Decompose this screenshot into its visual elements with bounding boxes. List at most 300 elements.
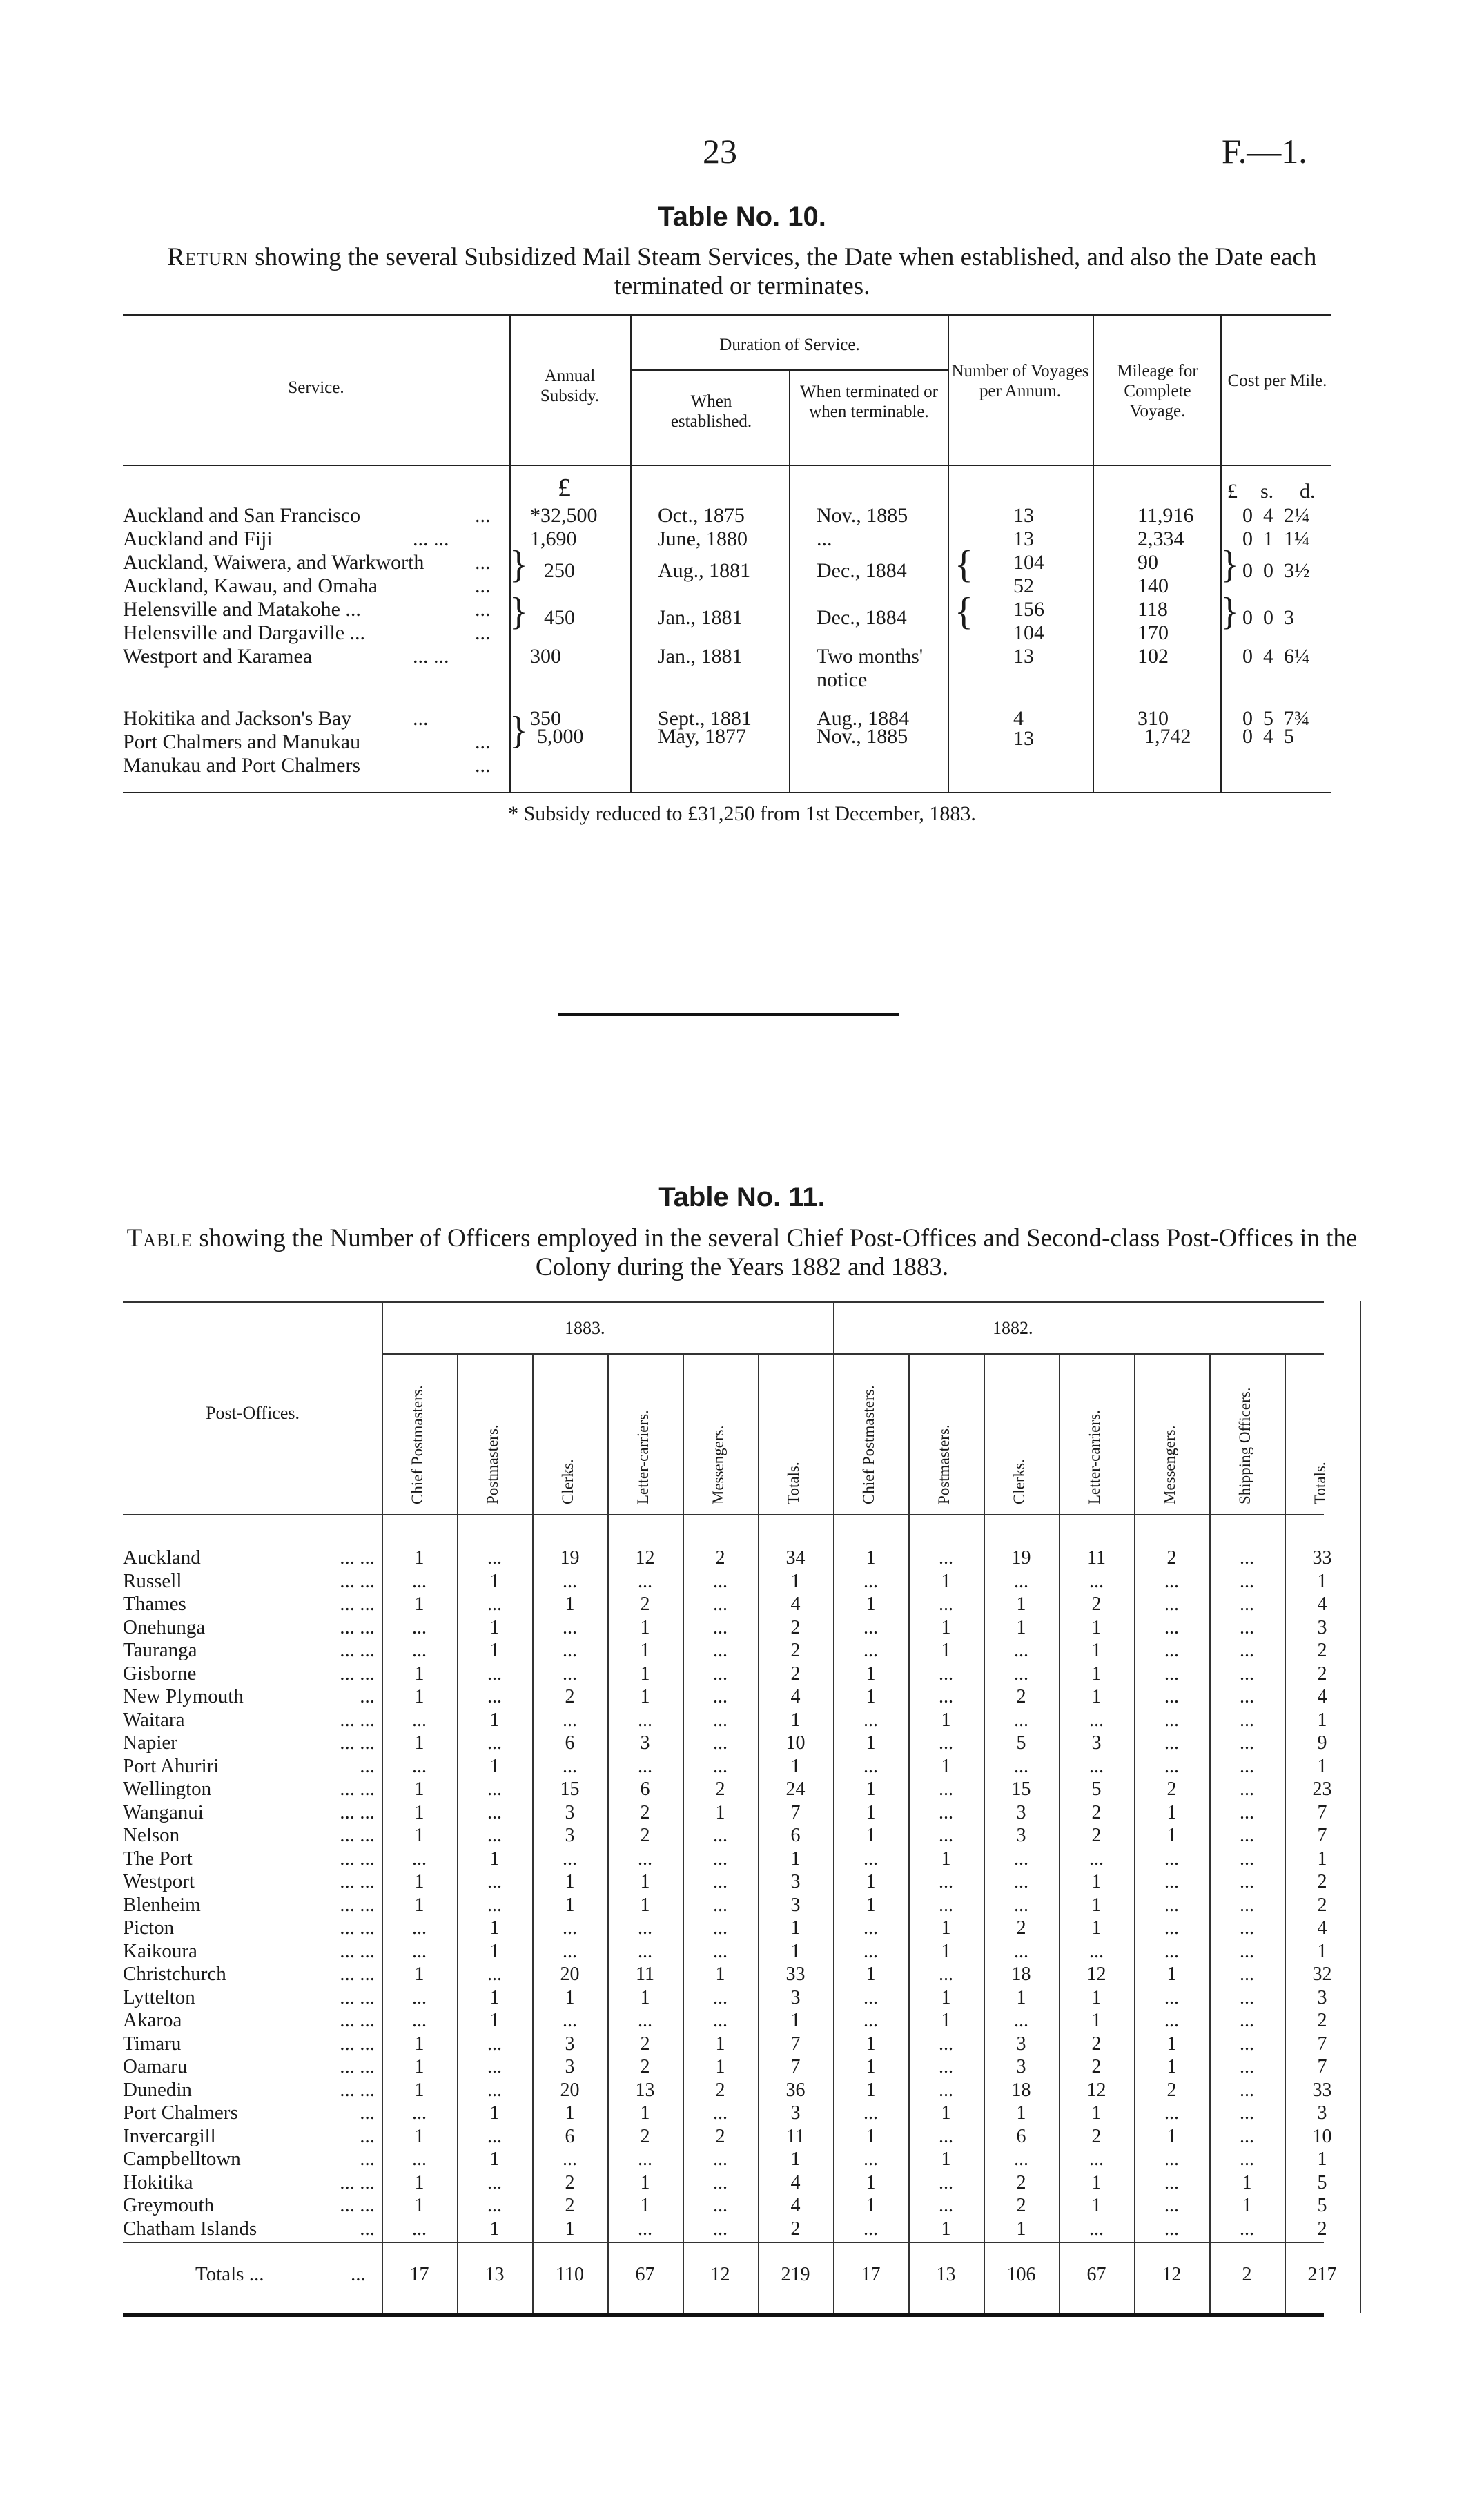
count-1882: 1: [1091, 2010, 1102, 2031]
count-1883: 1: [640, 1663, 650, 1685]
count-1882: 1: [1317, 1570, 1327, 1592]
count-1883: 1: [715, 2056, 725, 2077]
count-1882: ...: [1240, 1686, 1254, 1707]
count-1882: 3: [1016, 1801, 1026, 1823]
count-1883: ...: [487, 2056, 502, 2077]
count-1883: ...: [487, 1593, 502, 1615]
count-1882: ...: [939, 1778, 953, 1800]
count-1883: 1: [565, 2218, 575, 2240]
count-1882: ...: [1240, 1755, 1254, 1777]
count-1883: 1: [640, 1640, 650, 1661]
count-1883: 1: [790, 1940, 801, 1962]
count-1883: 1: [640, 1894, 650, 1916]
count-1883: ...: [563, 2010, 577, 2031]
leader-dots: ...: [360, 2124, 375, 2147]
count-1883: 2: [640, 1825, 650, 1846]
count-1882: 1: [941, 2010, 951, 2031]
post-office-name: Christchurch: [123, 1963, 226, 1985]
mileage: 310: [1138, 707, 1169, 730]
count-1883: 1: [790, 1848, 801, 1870]
count-1883: ...: [412, 1986, 427, 2008]
leader-dots: ... ...: [340, 1917, 375, 1939]
count-1883: ...: [412, 1570, 427, 1592]
column-header: Shipping Officers.: [1236, 1387, 1253, 1504]
count-1882: 19: [1011, 1547, 1031, 1569]
voyages-per-annum: 104: [1013, 621, 1044, 644]
count-1882: 1: [1166, 2033, 1177, 2055]
leader-dots: ... ...: [340, 2078, 375, 2101]
count-1882: 1: [866, 2033, 876, 2055]
count-1882: 4: [1317, 1593, 1327, 1615]
count-1883: ...: [487, 1732, 502, 1754]
leader-dots: ... ...: [340, 2055, 375, 2077]
table-11-desc-rest: showing the Number of Officers employed in the several Chief Post-Offices and Second-class Post-Offices in the Colony during the Years 1882 and 1883.: [193, 1224, 1358, 1281]
count-1883: 1: [489, 1848, 500, 1870]
count-1882: 2: [1166, 2079, 1177, 2101]
count-1882: 2: [1091, 2056, 1102, 2077]
count-1883: 1: [489, 2010, 500, 2031]
count-1882: ...: [863, 1709, 878, 1731]
count-1883: ...: [563, 1755, 577, 1777]
post-office-name: Napier: [123, 1732, 177, 1754]
count-1882: 2: [1317, 1894, 1327, 1916]
count-1882: ...: [939, 2079, 953, 2101]
count-1883: ...: [638, 1848, 652, 1870]
unit-shillings: s.: [1260, 480, 1274, 503]
count-1882: ...: [1240, 1732, 1254, 1754]
when-terminated: ...: [817, 527, 832, 550]
count-1882: ...: [1240, 1825, 1254, 1846]
post-office-name: Campbelltown: [123, 2148, 241, 2170]
count-1883: 1: [414, 1686, 424, 1707]
post-office-name: Port Chalmers: [123, 2102, 238, 2124]
count-1882: 1: [941, 1640, 951, 1661]
count-1882: ...: [1089, 1848, 1104, 1870]
count-1883: 1: [565, 1593, 575, 1615]
total-1883: 13: [485, 2264, 505, 2285]
count-1882: ...: [863, 1917, 878, 1939]
count-1882: ...: [863, 2010, 878, 2031]
count-1883: 20: [560, 2079, 580, 2101]
count-1883: 4: [790, 1593, 801, 1615]
subsidy-group-3: 5,000: [537, 725, 584, 748]
count-1883: 15: [560, 1778, 580, 1800]
brace-icon: }: [509, 590, 528, 633]
service-name: Manukau and Port Chalmers: [123, 754, 361, 777]
count-1882: ...: [1240, 2033, 1254, 2055]
count-1882: ...: [1240, 1801, 1254, 1823]
count-1883: 1: [489, 1940, 500, 1962]
count-1882: 2: [1091, 1825, 1102, 1846]
count-1882: ...: [1240, 1709, 1254, 1731]
table-11-description: [117, 1224, 1367, 1282]
count-1883: ...: [412, 1640, 427, 1661]
count-1882: 1: [1091, 1986, 1102, 2008]
count-1883: 3: [565, 1825, 575, 1846]
count-1882: 1: [866, 1732, 876, 1754]
count-1883: 34: [785, 1547, 806, 1569]
count-1882: ...: [1014, 1570, 1028, 1592]
when-established: Jan., 1881: [658, 645, 743, 668]
count-1883: ...: [487, 1801, 502, 1823]
count-1882: 3: [1016, 2033, 1026, 2055]
count-1883: 1: [414, 1964, 424, 1985]
brace-icon: }: [1220, 543, 1239, 586]
service-name: Auckland and Fiji: [123, 527, 273, 550]
post-office-name: Tauranga: [123, 1639, 197, 1661]
total-1883: 17: [409, 2264, 429, 2285]
count-1882: 1: [941, 2149, 951, 2170]
count-1882: 1: [941, 1709, 951, 1731]
count-1882: 15: [1011, 1778, 1031, 1800]
count-1882: ...: [863, 1848, 878, 1870]
count-1882: ...: [1240, 1894, 1254, 1916]
table-11: [123, 1301, 1337, 2323]
column-header: Chief Postmasters.: [860, 1385, 877, 1504]
count-1882: 1: [866, 2195, 876, 2216]
count-1882: ...: [1014, 1940, 1028, 1962]
count-1882: ...: [1164, 1686, 1179, 1707]
count-1882: ...: [1164, 1917, 1179, 1939]
count-1882: ...: [1164, 1709, 1179, 1731]
leader-dots: ... ...: [340, 2009, 375, 2031]
count-1883: 1: [640, 1616, 650, 1638]
brace-icon: }: [1220, 590, 1239, 633]
count-1882: ...: [1240, 2056, 1254, 2077]
count-1883: 1: [414, 2195, 424, 2216]
count-1882: ...: [1164, 2010, 1179, 2031]
count-1882: 2: [1091, 1593, 1102, 1615]
count-1882: 7: [1317, 1801, 1327, 1823]
count-1882: ...: [1014, 1894, 1028, 1916]
count-1882: ...: [939, 2033, 953, 2055]
count-1883: 6: [640, 1778, 650, 1800]
count-1882: 1: [1091, 2102, 1102, 2124]
count-1882: 2: [1166, 1778, 1177, 1800]
count-1883: 2: [565, 2171, 575, 2193]
count-1883: ...: [563, 1709, 577, 1731]
count-1882: 1: [1166, 1825, 1177, 1846]
count-1882: 1: [1016, 2218, 1026, 2240]
leader-dots: ... ...: [340, 1893, 375, 1916]
count-1883: ...: [713, 2171, 728, 2193]
total-1882: 17: [861, 2264, 881, 2285]
count-1882: 1: [941, 2102, 951, 2124]
post-office-name: Russell: [123, 1569, 182, 1592]
count-1883: 36: [785, 2079, 806, 2101]
count-1883: 1: [640, 2102, 650, 2124]
total-1883: 12: [710, 2264, 730, 2285]
count-1882: 1: [1242, 2195, 1252, 2216]
count-1882: 6: [1016, 2125, 1026, 2147]
count-1883: 1: [565, 1894, 575, 1916]
count-1882: 1: [1317, 1709, 1327, 1731]
cost-group-1: 0 0 3½: [1242, 559, 1310, 582]
count-1883: ...: [563, 1640, 577, 1661]
count-1882: ...: [1014, 1755, 1028, 1777]
count-1882: 7: [1317, 2033, 1327, 2055]
count-1882: ...: [863, 1986, 878, 2008]
count-1882: ...: [1240, 1593, 1254, 1615]
count-1883: ...: [713, 2195, 728, 2216]
count-1882: ...: [1240, 1964, 1254, 1985]
count-1883: 1: [640, 2195, 650, 2216]
terminated-group-3: Nov., 1885: [817, 725, 908, 748]
count-1882: ...: [1240, 1917, 1254, 1939]
count-1882: 1: [1091, 1871, 1102, 1892]
count-1882: ...: [1164, 1871, 1179, 1892]
count-1882: 7: [1317, 2056, 1327, 2077]
count-1882: ...: [1014, 2149, 1028, 2170]
count-1883: 1: [489, 1755, 500, 1777]
leader-dots: ... ...: [340, 1708, 375, 1731]
annual-subsidy: *32,500: [530, 504, 598, 527]
count-1883: ...: [563, 2149, 577, 2170]
column-header: Letter-carriers.: [634, 1410, 652, 1504]
count-1883: 2: [715, 1778, 725, 1800]
count-1882: ...: [1240, 2010, 1254, 2031]
count-1883: 2: [640, 1801, 650, 1823]
count-1883: 2: [790, 1616, 801, 1638]
count-1882: 9: [1317, 1732, 1327, 1754]
voyages-per-annum: 13: [1013, 645, 1034, 668]
count-1883: ...: [713, 1871, 728, 1892]
count-1882: ...: [1240, 1640, 1254, 1661]
count-1882: 2: [1091, 1801, 1102, 1823]
count-1882: 3: [1016, 2056, 1026, 2077]
post-office-name: Hokitika: [123, 2171, 193, 2193]
count-1883: ...: [487, 1825, 502, 1846]
total-1882: 12: [1162, 2264, 1182, 2285]
count-1883: 1: [790, 2149, 801, 2170]
count-1883: ...: [713, 1986, 728, 2008]
count-1883: ...: [563, 1848, 577, 1870]
count-1883: 1: [565, 1986, 575, 2008]
count-1883: ...: [713, 1732, 728, 1754]
brace-icon: {: [955, 543, 973, 586]
count-1883: ...: [713, 1663, 728, 1685]
leader-dots: ... ...: [340, 1593, 375, 1615]
count-1883: 1: [565, 1871, 575, 1892]
count-1883: 6: [565, 2125, 575, 2147]
post-office-name: Westport: [123, 1870, 195, 1892]
count-1882: 32: [1312, 1964, 1332, 1985]
count-1883: 3: [790, 1894, 801, 1916]
count-1883: ...: [713, 2102, 728, 2124]
count-1882: ...: [939, 2195, 953, 2216]
count-1883: ...: [638, 1917, 652, 1939]
count-1883: 4: [790, 2171, 801, 2193]
header-cost-per-mile: Cost per Mile.: [1227, 371, 1327, 390]
count-1882: ...: [939, 2125, 953, 2147]
count-1882: ...: [1014, 1848, 1028, 1870]
count-1882: ...: [939, 1825, 953, 1846]
when-terminated: Nov., 1885: [817, 504, 908, 527]
count-1882: 4: [1317, 1686, 1327, 1707]
leader-dots: ...: [360, 1685, 375, 1707]
count-1882: 23: [1312, 1778, 1332, 1800]
count-1882: ...: [1164, 2102, 1179, 2124]
service-name: Helensville and Matakohe ...: [123, 598, 361, 621]
cost-per-mile: 0 1 1¼: [1242, 527, 1310, 550]
count-1883: 4: [790, 2195, 801, 2216]
count-1883: ...: [713, 1755, 728, 1777]
leader-dots: ... ...: [340, 1732, 375, 1754]
count-1882: 33: [1312, 1547, 1332, 1569]
count-1882: ...: [1240, 1570, 1254, 1592]
count-1883: 2: [790, 2218, 801, 2240]
table-10-description: [117, 243, 1367, 301]
count-1882: 1: [1091, 1894, 1102, 1916]
count-1882: 2: [1091, 2125, 1102, 2147]
cost-per-mile: 0 4 2¼: [1242, 504, 1310, 527]
brace-icon: }: [509, 709, 528, 752]
leader-dots: ...: [360, 2217, 375, 2240]
count-1883: ...: [713, 1917, 728, 1939]
leader-dots: ... ...: [340, 2032, 375, 2055]
count-1883: ...: [487, 2195, 502, 2216]
count-1883: ...: [638, 1570, 652, 1592]
table-11-desc-lead: Table: [126, 1224, 193, 1252]
post-office-name: Wellington: [123, 1778, 212, 1800]
count-1882: ...: [1014, 1640, 1028, 1661]
count-1883: ...: [638, 2218, 652, 2240]
count-1883: ...: [638, 1755, 652, 1777]
count-1882: ...: [1014, 2010, 1028, 2031]
count-1882: ...: [1240, 2149, 1254, 2170]
count-1883: 1: [414, 2125, 424, 2147]
mileage-group-3: 1,742: [1144, 725, 1191, 748]
leader-dots: ... ...: [413, 527, 449, 550]
mileage: 140: [1138, 574, 1169, 597]
count-1882: 1: [1091, 2195, 1102, 2216]
count-1882: ...: [1240, 2079, 1254, 2101]
brace-icon: {: [955, 590, 973, 633]
count-1882: ...: [1164, 1616, 1179, 1638]
count-1882: 1: [866, 1686, 876, 1707]
count-1883: ...: [412, 1755, 427, 1777]
count-1882: ...: [863, 2149, 878, 2170]
service-name: Helensville and Dargaville ...: [123, 621, 366, 644]
count-1883: 7: [790, 2056, 801, 2077]
count-1882: 2: [1317, 2218, 1327, 2240]
mileage: 2,334: [1138, 527, 1184, 550]
table-10-title: Table No. 10.: [658, 202, 826, 232]
count-1882: 1: [866, 2125, 876, 2147]
count-1882: 1: [1091, 1640, 1102, 1661]
count-1882: 33: [1312, 2079, 1332, 2101]
table-10-desc-rest: showing the several Subsidized Mail Steam Services, the Date when established, and also the Date each terminated or terminates.: [248, 243, 1317, 300]
count-1882: 1: [1242, 2171, 1252, 2193]
leader-dots: ... ...: [340, 1616, 375, 1638]
count-1882: ...: [939, 1894, 953, 1916]
count-1883: 2: [565, 1686, 575, 1707]
count-1883: 1: [565, 2102, 575, 2124]
count-1882: 1: [866, 1778, 876, 1800]
count-1883: 1: [489, 1616, 500, 1638]
count-1883: ...: [487, 2033, 502, 2055]
service-name: Auckland, Waiwera, and Warkworth: [123, 551, 424, 574]
count-1883: 10: [785, 1732, 806, 1754]
count-1883: 1: [790, 1570, 801, 1592]
count-1882: 5: [1091, 1778, 1102, 1800]
service-name: Auckland, Kawau, and Omaha: [123, 574, 378, 597]
count-1882: ...: [1240, 1616, 1254, 1638]
header-voyages: Number of Voyages per Annum.: [951, 362, 1089, 400]
count-1882: 1: [1091, 2171, 1102, 2193]
count-1883: 1: [489, 2102, 500, 2124]
count-1882: 3: [1317, 1986, 1327, 2008]
count-1883: ...: [487, 1894, 502, 1916]
count-1883: ...: [487, 2079, 502, 2101]
count-1883: ...: [713, 1848, 728, 1870]
count-1882: 1: [1317, 1848, 1327, 1870]
post-office-name: Dunedin: [123, 2078, 192, 2101]
table-10-desc-lead: Return: [167, 243, 248, 271]
header-service: Service.: [288, 378, 344, 397]
count-1882: ...: [1089, 1709, 1104, 1731]
leader-dots: ... ...: [340, 1662, 375, 1685]
post-office-name: Greymouth: [123, 2194, 215, 2216]
count-1883: 1: [489, 1917, 500, 1939]
post-office-name: Gisborne: [123, 1662, 197, 1685]
count-1882: 3: [1016, 1825, 1026, 1846]
count-1882: ...: [1164, 1570, 1179, 1592]
established-group-3: May, 1877: [658, 725, 747, 748]
terminated-group-1: Dec., 1884: [817, 559, 907, 582]
table-10: [123, 314, 1331, 794]
count-1883: 2: [715, 2079, 725, 2101]
established-group-2: Jan., 1881: [658, 606, 743, 629]
count-1882: ...: [1240, 1547, 1254, 1569]
count-1883: 1: [414, 1778, 424, 1800]
count-1882: ...: [1240, 1848, 1254, 1870]
column-header: Clerks.: [559, 1459, 576, 1504]
mileage: 90: [1138, 551, 1158, 574]
count-1882: ...: [863, 1616, 878, 1638]
count-1883: 3: [790, 1871, 801, 1892]
count-1882: ...: [1164, 1894, 1179, 1916]
count-1882: ...: [939, 1732, 953, 1754]
count-1883: ...: [487, 2171, 502, 2193]
count-1882: ...: [1014, 1709, 1028, 1731]
leader-dots: ...: [360, 1754, 375, 1777]
cost-group-3: 0 4 5: [1242, 725, 1294, 748]
total-1882: 13: [936, 2264, 956, 2285]
count-1883: ...: [638, 1709, 652, 1731]
count-1882: 1: [866, 1663, 876, 1685]
count-1883: 7: [790, 2033, 801, 2055]
column-header: Postmasters.: [935, 1424, 953, 1504]
post-office-name: Wanganui: [123, 1801, 204, 1823]
post-office-name: Nelson: [123, 1824, 180, 1846]
count-1883: ...: [638, 1940, 652, 1962]
count-1882: ...: [1014, 1871, 1028, 1892]
count-1883: 2: [715, 2125, 725, 2147]
mileage: 11,916: [1138, 504, 1194, 527]
mileage: 102: [1138, 645, 1169, 668]
post-office-name: Invercargill: [123, 2124, 216, 2147]
count-1883: ...: [563, 1663, 577, 1685]
count-1883: 1: [790, 1917, 801, 1939]
post-office-name: Auckland: [123, 1547, 201, 1569]
count-1882: ...: [1164, 1986, 1179, 2008]
post-office-name: Waitara: [123, 1708, 185, 1731]
count-1882: 5: [1317, 2195, 1327, 2216]
count-1882: ...: [1089, 2218, 1104, 2240]
count-1883: 1: [640, 1686, 650, 1707]
count-1882: 1: [941, 1848, 951, 1870]
